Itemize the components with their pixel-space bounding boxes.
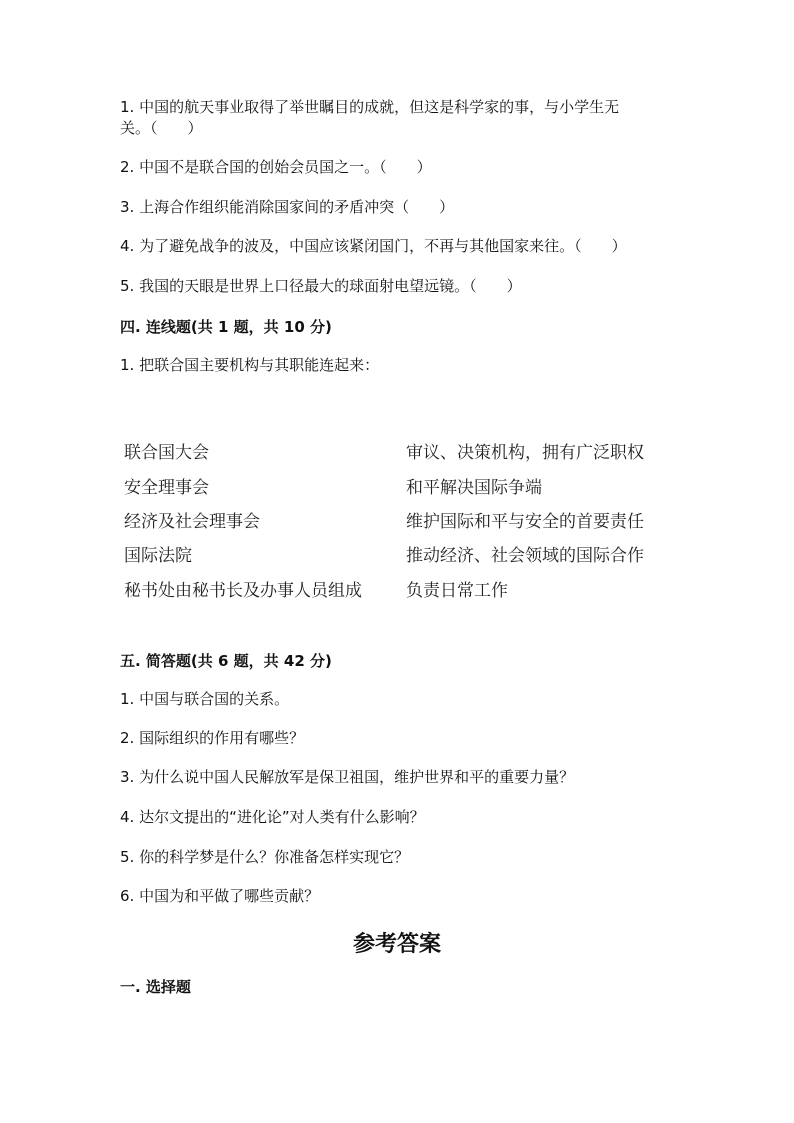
section-4-heading: 四. 连线题(共 1 题，共 10 分) [120,318,332,336]
match-left-1: 联合国大会 [124,443,209,463]
match-left-3: 经济及社会理事会 [124,512,260,532]
short-question-2: 2. 国际组织的作用有哪些？ [120,729,305,747]
match-right-2: 和平解决国际争端 [406,478,542,498]
short-question-6: 6. 中国为和平做了哪些贡献？ [120,887,320,905]
short-question-3: 3. 为什么说中国人民解放军是保卫祖国，维护世界和平的重要力量？ [120,768,575,786]
match-left-5: 秘书处由秘书长及办事人员组成 [124,581,362,601]
answers-section-1-heading: 一. 选择题 [120,978,191,996]
match-right-4: 推动经济、社会领域的国际合作 [406,546,644,566]
match-right-3: 维护国际和平与安全的首要责任 [406,512,644,532]
match-left-4: 国际法院 [124,546,192,566]
judge-question-3: 3. 上海合作组织能消除国家间的矛盾冲突（ ） [120,198,455,216]
judge-question-1-cont: 关。（ ） [120,119,203,137]
short-question-5: 5. 你的科学梦是什么？你准备怎样实现它？ [120,848,410,866]
judge-question-1: 1. 中国的航天事业取得了举世瞩目的成就，但这是科学家的事，与小学生无 [120,98,620,116]
answers-title: 参考答案 [352,931,441,957]
match-right-1: 审议、决策机构，拥有广泛职权 [406,443,644,463]
match-left-2: 安全理事会 [124,478,209,498]
short-question-4: 4. 达尔文提出的“进化论”对人类有什么影响？ [120,808,425,826]
short-question-1: 1. 中国与联合国的关系。 [120,690,290,708]
match-right-5: 负责日常工作 [406,581,508,601]
matching-question: 1. 把联合国主要机构与其职能连起来： [120,356,380,374]
section-5-heading: 五. 简答题(共 6 题，共 42 分) [120,652,332,670]
judge-question-4: 4. 为了避免战争的波及，中国应该紧闭国门，不再与其他国家来往。（ ） [120,237,627,255]
judge-question-5: 5. 我国的天眼是世界上口径最大的球面射电望远镜。（ ） [120,277,522,295]
judge-question-2: 2. 中国不是联合国的创始会员国之一。（ ） [120,158,432,176]
